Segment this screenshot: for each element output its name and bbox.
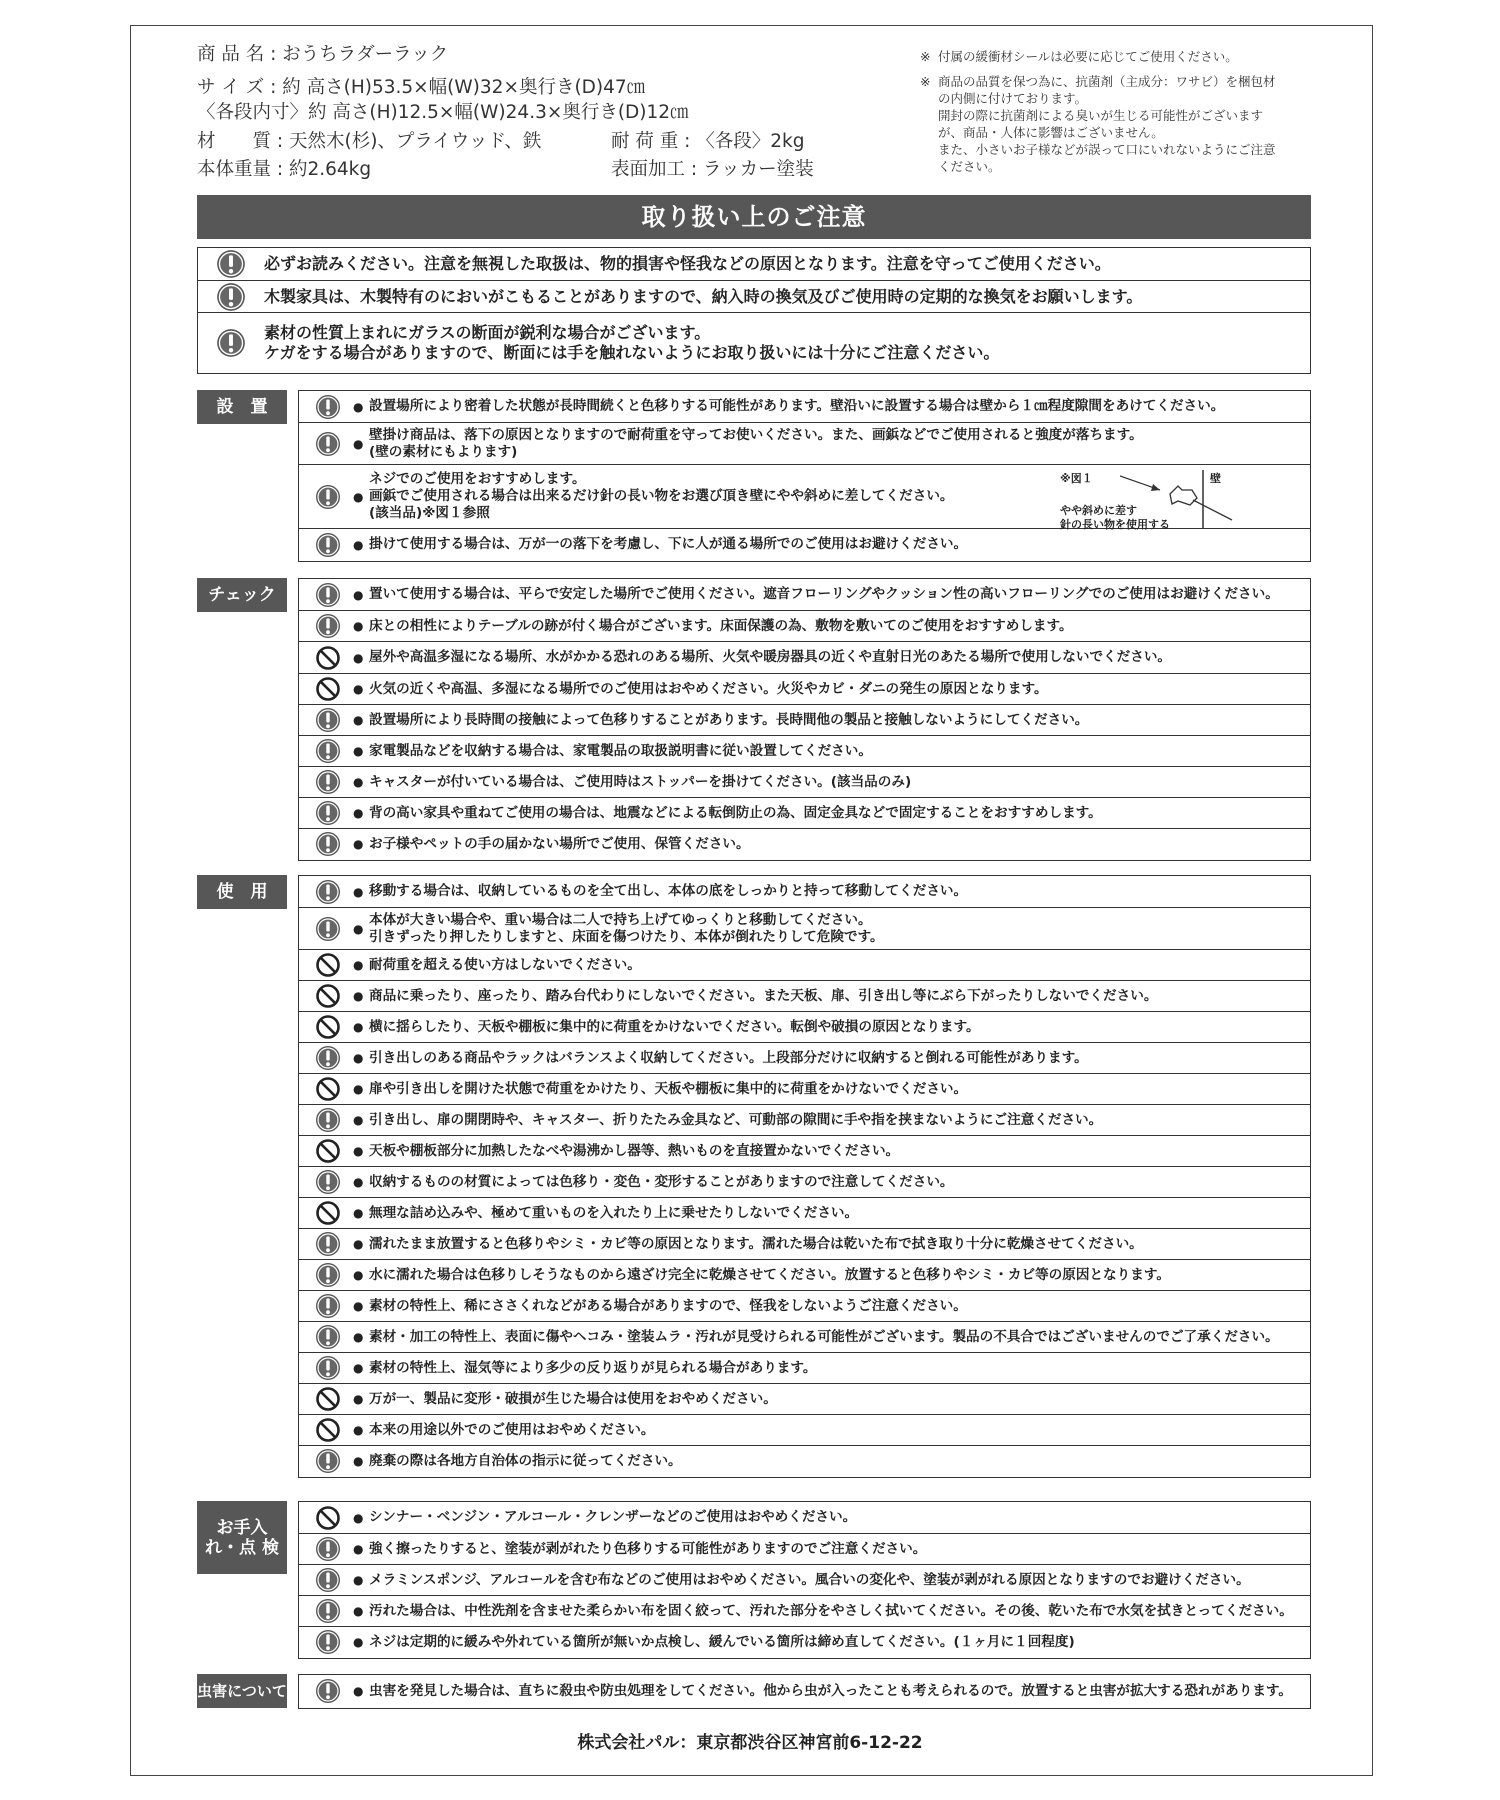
exclamation-icon xyxy=(315,1355,341,1381)
exclamation-icon xyxy=(315,1045,341,1071)
exclamation-icon xyxy=(216,249,246,279)
bullet-icon: ● xyxy=(353,1113,364,1127)
exclamation-icon xyxy=(315,1567,341,1593)
note-line: 開封の際に抗菌剤による臭いが生じる可能性がございます xyxy=(938,108,1264,123)
caution-text: 素材の特性上、湿気等により多少の反り返りが見られる場合があります。 xyxy=(369,1359,817,1376)
bullet-icon: ● xyxy=(353,1542,364,1556)
prohibited-icon xyxy=(315,1014,341,1040)
exclamation-icon xyxy=(315,1598,341,1624)
bullet-icon: ● xyxy=(353,1573,364,1587)
bullet-icon: ● xyxy=(353,1299,364,1313)
section-box xyxy=(298,1674,1311,1709)
note-line: また、小さいお子様などが誤って口にいれないようにご注意 xyxy=(938,142,1276,157)
bullet-icon: ● xyxy=(353,537,364,552)
caution-row xyxy=(299,579,1310,610)
caution-text: 廃棄の際は各地方自治体の指示に従ってください。 xyxy=(369,1452,682,1469)
exclamation-icon xyxy=(315,484,341,510)
spec-name: 商 品 名 : おうちラダーラック xyxy=(197,44,449,65)
note-line: 付属の緩衝材シールは必要に応じてご使用ください。 xyxy=(938,49,1238,64)
spec-material: 材 質 : 天然木(杉)、プライウッド、鉄 xyxy=(197,131,542,152)
figure-caption-2: 針の長い物を使用する xyxy=(1060,518,1170,531)
caution-row xyxy=(299,1135,1310,1166)
exclamation-icon xyxy=(315,1678,341,1704)
caution-text: 水に濡れた場合は色移りしそうなものから遠ざけ完全に乾燥させてください。放置すると色移りやシミ・カビ等の原因となります。 xyxy=(369,1266,1170,1283)
caution-row xyxy=(299,797,1310,828)
exclamation-icon xyxy=(315,1169,341,1195)
caution-text: 素材の特性上、稀にささくれなどがある場合がありますので、怪我をしないようご注意ください。 xyxy=(369,1297,967,1314)
exclamation-icon xyxy=(315,738,341,764)
note-line: ください。 xyxy=(938,159,1001,174)
exclamation-icon xyxy=(315,1262,341,1288)
note-item xyxy=(920,48,1320,65)
prohibited-icon xyxy=(315,1076,341,1102)
note-line: の内側に付けております。 xyxy=(938,91,1088,106)
section-box xyxy=(298,875,1311,1478)
bullet-icon: ● xyxy=(353,399,364,414)
caution-row xyxy=(299,528,1310,560)
section-box xyxy=(298,1501,1311,1659)
prohibited-icon xyxy=(315,645,341,671)
caution-row xyxy=(299,1073,1310,1104)
bullet-icon: ● xyxy=(353,884,364,899)
exclamation-icon xyxy=(315,1231,341,1257)
caution-row xyxy=(299,1533,1310,1564)
caution-text: 屋外や高温多湿になる場所、水がかかる恐れのある場所、火気や暖房器具の近くや直射日光のあたる場所で使用しないでください。 xyxy=(369,649,1172,665)
caution-text: 設置場所により長時間の接触によって色移りすることがあります。長時間他の製品と接触しないようにしてください。 xyxy=(369,711,1089,728)
caution-row xyxy=(299,1626,1310,1657)
bullet-icon: ● xyxy=(353,989,364,1003)
caution-row xyxy=(299,876,1310,907)
caution-text: シンナー・ベンジン・アルコール・クレンザーなどのご使用はおやめください。 xyxy=(369,1509,857,1525)
caution-row xyxy=(299,1042,1310,1073)
bullet-icon: ● xyxy=(353,436,364,451)
caution-row xyxy=(299,673,1310,704)
caution-row xyxy=(299,391,1310,422)
bullet-icon: ● xyxy=(353,1454,364,1468)
section-label: 設 置 xyxy=(197,390,287,424)
bullet-icon: ● xyxy=(353,1604,364,1618)
caution-text: 本体が大きい場合や、重い場合は二人で持ち上げてゆっくりと移動してください。 xyxy=(369,911,872,928)
figure-ref: ※図１ xyxy=(1060,472,1093,485)
exclamation-icon xyxy=(315,394,341,420)
caution-text: ネジでのご使用をおすすめします。 xyxy=(369,471,586,487)
bullet-icon: ● xyxy=(353,619,364,633)
caution-row xyxy=(299,1352,1310,1383)
exclamation-icon xyxy=(315,707,341,733)
bullet-icon: ● xyxy=(353,1268,364,1282)
caution-text: メラミンスポンジ、アルコールを含む布などのご使用はおやめください。風合いの変化や、塗装が剥がれる原因となりますのでお避けください。 xyxy=(369,1571,1250,1588)
general-warning-text: 必ずお読みください。注意を無視した取扱は、物的損害や怪我などの原因となります。注意を守ってご使用ください。 xyxy=(264,254,1111,273)
caution-row xyxy=(299,907,1310,949)
exclamation-icon xyxy=(315,769,341,795)
caution-row xyxy=(299,949,1310,980)
general-warning-text: 素材の性質上まれにガラスの断面が鋭利な場合がございます。 xyxy=(264,322,711,342)
bullet-icon: ● xyxy=(353,1684,364,1698)
bullet-icon: ● xyxy=(353,1330,364,1344)
section-box xyxy=(298,578,1311,861)
caution-text: 本来の用途以外でのご使用はおやめください。 xyxy=(369,1421,655,1438)
caution-text: 画鋲でご使用される場合は出来るだけ針の長い物をお選び頂き壁にやや斜めに差してください。 xyxy=(369,488,954,504)
caution-text: 虫害を発見した場合は、直ちに殺虫や防虫処理をしてください。他から虫が入ったことも考えられるので。放置すると虫害が拡大する恐れがあります。 xyxy=(369,1682,1293,1699)
bullet-icon: ● xyxy=(353,1051,364,1065)
section-label: お手入れ・点 検 xyxy=(197,1501,287,1574)
bullet-icon: ● xyxy=(353,1206,364,1220)
bullet-icon: ● xyxy=(353,1144,364,1158)
package-notes xyxy=(920,48,1320,183)
exclamation-icon xyxy=(315,916,341,942)
caution-text: 設置場所により密着した状態が長時間続くと色移りする可能性があります。壁沿いに設置する場合は壁から１㎝程度隙間をあけてください。 xyxy=(369,398,1225,414)
note-item xyxy=(920,73,1320,175)
caution-text: 壁掛け商品は、落下の原因となりますので耐荷重を守ってお使いください。また、画鋲などでご使用されると強度が落ちます。 xyxy=(369,426,1143,443)
caution-text: 商品に乗ったり、座ったり、踏み台代わりにしないでください。また天板、扉、引き出し等にぶら下がったりしないでください。 xyxy=(369,987,1158,1004)
general-warning-text: ケガをする場合がありますので、断面には手を触れないようにお取り扱いには十分にご注意ください。 xyxy=(264,342,1000,362)
note-mark: ※ xyxy=(920,49,931,64)
general-warnings xyxy=(197,247,1311,374)
caution-text: 横に揺らしたり、天板や棚板に集中的に荷重をかけないでください。転倒や破損の原因となります。 xyxy=(369,1018,980,1035)
caution-text: (壁の素材にもよります) xyxy=(369,443,518,460)
prohibited-icon xyxy=(315,676,341,702)
bullet-icon: ● xyxy=(353,1082,364,1096)
caution-row xyxy=(299,1595,1310,1626)
note-line: が、商品・人体に影響はございません。 xyxy=(938,125,1164,140)
figure-caption-1: やや斜めに差す xyxy=(1060,504,1137,517)
exclamation-icon xyxy=(315,831,341,857)
note-mark: ※ xyxy=(920,74,931,89)
bullet-icon: ● xyxy=(353,713,364,727)
caution-row xyxy=(299,1502,1310,1533)
note-line: 商品の品質を保つ為に、抗菌剤（主成分：ワサビ）を梱包材 xyxy=(938,74,1276,89)
caution-row xyxy=(299,1564,1310,1595)
caution-row xyxy=(299,735,1310,766)
bullet-icon: ● xyxy=(353,682,364,696)
prohibited-icon xyxy=(315,1417,341,1443)
caution-row xyxy=(299,641,1310,673)
caution-row xyxy=(299,1228,1310,1259)
caution-row xyxy=(299,828,1310,859)
caution-text: 耐荷重を超える使い方はしないでください。 xyxy=(369,956,641,973)
caution-text: 引き出しのある商品やラックはバランスよく収納してください。上段部分だけに収納すると倒れる可能性があります。 xyxy=(369,1049,1088,1066)
bullet-icon: ● xyxy=(353,775,364,789)
bullet-icon: ● xyxy=(353,1020,364,1034)
caution-text: 引きずったり押したりしますと、床面を傷つけたり、本体が倒れたりして危険です。 xyxy=(369,928,884,945)
caution-text: お子様やペットの手の届かない場所でご使用、保管ください。 xyxy=(369,835,750,852)
general-warning-row xyxy=(198,281,1310,313)
caution-text: 掛けて使用する場合は、万が一の落下を考慮し、下に人が通る場所でのご使用はお避けください。 xyxy=(369,536,968,552)
prohibited-icon xyxy=(315,1200,341,1226)
caution-text: 家電製品などを収納する場合は、家電製品の取扱説明書に従い設置してください。 xyxy=(369,742,872,759)
figure-pushpin xyxy=(1060,468,1300,530)
bullet-icon: ● xyxy=(353,489,364,504)
spec-finish: 表面加工 : ラッカー塗装 xyxy=(611,159,814,180)
exclamation-icon xyxy=(216,328,246,358)
prohibited-icon xyxy=(315,952,341,978)
caution-row xyxy=(299,610,1310,641)
bullet-icon: ● xyxy=(353,837,364,851)
exclamation-icon xyxy=(315,800,341,826)
section-label: チェック xyxy=(197,578,287,612)
exclamation-icon xyxy=(315,1324,341,1350)
caution-text: 移動する場合は、収納しているものを全て出し、本体の底をしっかりと持って移動してください。 xyxy=(369,883,968,899)
caution-row xyxy=(299,980,1310,1011)
caution-text: 扉や引き出しを開けた状態で荷重をかけたり、天板や棚板に集中的に荷重をかけないでください。 xyxy=(369,1080,968,1097)
caution-text: 背の高い家具や重ねてご使用の場合は、地震などによる転倒防止の為、固定金具などで固定することをおすすめします。 xyxy=(369,804,1102,821)
caution-text: 無理な詰め込みや、極めて重いものを入れたり上に乗せたりしないでください。 xyxy=(369,1204,859,1221)
caution-row xyxy=(299,1675,1310,1707)
caution-text: 素材・加工の特性上、表面に傷やヘコみ・塗装ムラ・汚れが見受けられる可能性がございます。製品の不具合ではございませんのでご了承ください。 xyxy=(369,1328,1279,1345)
exclamation-icon xyxy=(315,613,341,639)
bullet-icon: ● xyxy=(353,1237,364,1251)
caution-row xyxy=(299,1166,1310,1197)
exclamation-icon xyxy=(315,1448,341,1474)
exclamation-icon xyxy=(315,1536,341,1562)
exclamation-icon xyxy=(315,879,341,905)
caution-text: 床との相性によりテーブルの跡が付く場合がございます。床面保護の為、敷物を敷いてのご使用をおすすめします。 xyxy=(369,617,1073,634)
general-warning-text: 木製家具は、木製特有のにおいがこもることがありますので、納入時の換気及びご使用時の定期的な換気をお願いします。 xyxy=(264,286,1143,306)
general-warning-row xyxy=(198,313,1310,372)
bullet-icon: ● xyxy=(353,1175,364,1189)
prohibited-icon xyxy=(315,1138,341,1164)
spec-size: サ イ ズ : 約 高さ(H)53.5×幅(W)32×奥行き(D)47㎝ xyxy=(197,77,646,98)
bullet-icon: ● xyxy=(353,1361,364,1375)
caution-row xyxy=(299,1104,1310,1135)
spec-weight: 本体重量 : 約2.64kg xyxy=(197,159,372,180)
caution-text: ネジは定期的に緩みや外れている箇所が無いか点検し、緩んでいる箇所は締め直してください。(１ヶ月に１回程度) xyxy=(369,1633,1075,1650)
caution-text: (該当品)※図１参照 xyxy=(369,505,490,521)
bullet-icon: ● xyxy=(353,1510,364,1525)
bullet-icon: ● xyxy=(353,744,364,758)
exclamation-icon xyxy=(315,1293,341,1319)
caution-row xyxy=(299,422,1310,464)
bullet-icon: ● xyxy=(353,958,364,972)
caution-text: 濡れたまま放置すると色移りやシミ・カビ等の原因となります。濡れた場合は乾いた布で拭き取り十分に乾燥させてください。 xyxy=(369,1235,1143,1252)
bullet-icon: ● xyxy=(353,921,364,936)
caution-row xyxy=(299,1321,1310,1352)
caution-row xyxy=(299,1259,1310,1290)
section-label: 使 用 xyxy=(197,875,287,909)
section-label: 虫害について xyxy=(197,1674,287,1708)
exclamation-icon xyxy=(315,532,341,558)
caution-row xyxy=(299,766,1310,797)
caution-text: 汚れた場合は、中性洗剤を含ませた柔らかい布を固く絞って、汚れた部分をやさしく拭いてください。その後、乾いた布で水気を拭きとってください。 xyxy=(369,1602,1293,1619)
caution-text: 収納するものの材質によっては色移り・変色・変形することがありますので注意してください。 xyxy=(369,1173,954,1190)
bullet-icon: ● xyxy=(353,806,364,820)
pushpin-icon xyxy=(1120,468,1300,530)
exclamation-icon xyxy=(315,1107,341,1133)
exclamation-icon xyxy=(315,582,341,608)
exclamation-icon xyxy=(315,431,341,457)
bullet-icon: ● xyxy=(353,1635,364,1649)
caution-text: 置いて使用する場合は、平らで安定した場所でご使用ください。遮音フローリングやクッション性の高いフローリングでのご使用はお避けください。 xyxy=(369,586,1279,602)
prohibited-icon xyxy=(315,1505,341,1531)
bullet-icon: ● xyxy=(353,1423,364,1437)
caution-row xyxy=(299,1383,1310,1414)
spec-inner: 〈各段内寸〉約 高さ(H)12.5×幅(W)24.3×奥行き(D)12㎝ xyxy=(197,102,689,123)
caution-text: 火気の近くや高温、多湿になる場所でのご使用はおやめください。火災やカビ・ダニの発生の原因となります。 xyxy=(369,680,1048,697)
caution-row xyxy=(299,1290,1310,1321)
prohibited-icon xyxy=(315,983,341,1009)
caution-row xyxy=(299,1445,1310,1476)
bullet-icon: ● xyxy=(353,650,364,665)
exclamation-icon xyxy=(216,282,246,312)
bullet-icon: ● xyxy=(353,587,364,602)
caution-text: 強く擦ったりすると、塗装が剥がれたり色移りする可能性がありますのでご注意ください。 xyxy=(369,1540,927,1557)
page-title: 取り扱い上のご注意 xyxy=(197,195,1311,239)
caution-text: 天板や棚板部分に加熱したなべや湯沸かし器等、熱いものを直接置かないでください。 xyxy=(369,1142,900,1159)
prohibited-icon xyxy=(315,1386,341,1412)
company-footer: 株式会社パル：東京都渋谷区神宮前6-12-22 xyxy=(577,1733,923,1753)
caution-text: 引き出し、扉の開閉時や、キャスター、折りたたみ金具など、可動部の隙間に手や指を挟まないようにご注意ください。 xyxy=(369,1111,1103,1128)
figure-wall-label: 壁 xyxy=(1210,472,1221,485)
caution-text: キャスターが付いている場合は、ご使用時はストッパーを掛けてください。(該当品のみ) xyxy=(369,773,912,790)
caution-row xyxy=(299,1011,1310,1042)
general-warning-row xyxy=(198,248,1310,281)
bullet-icon: ● xyxy=(353,1392,364,1406)
exclamation-icon xyxy=(315,1629,341,1655)
spec-load: 耐 荷 重 : 〈各段〉2kg xyxy=(611,131,805,152)
caution-row xyxy=(299,1414,1310,1445)
caution-row xyxy=(299,1197,1310,1228)
caution-row xyxy=(299,704,1310,735)
caution-text: 万が一、製品に変形・破損が生じた場合は使用をおやめください。 xyxy=(369,1390,777,1407)
